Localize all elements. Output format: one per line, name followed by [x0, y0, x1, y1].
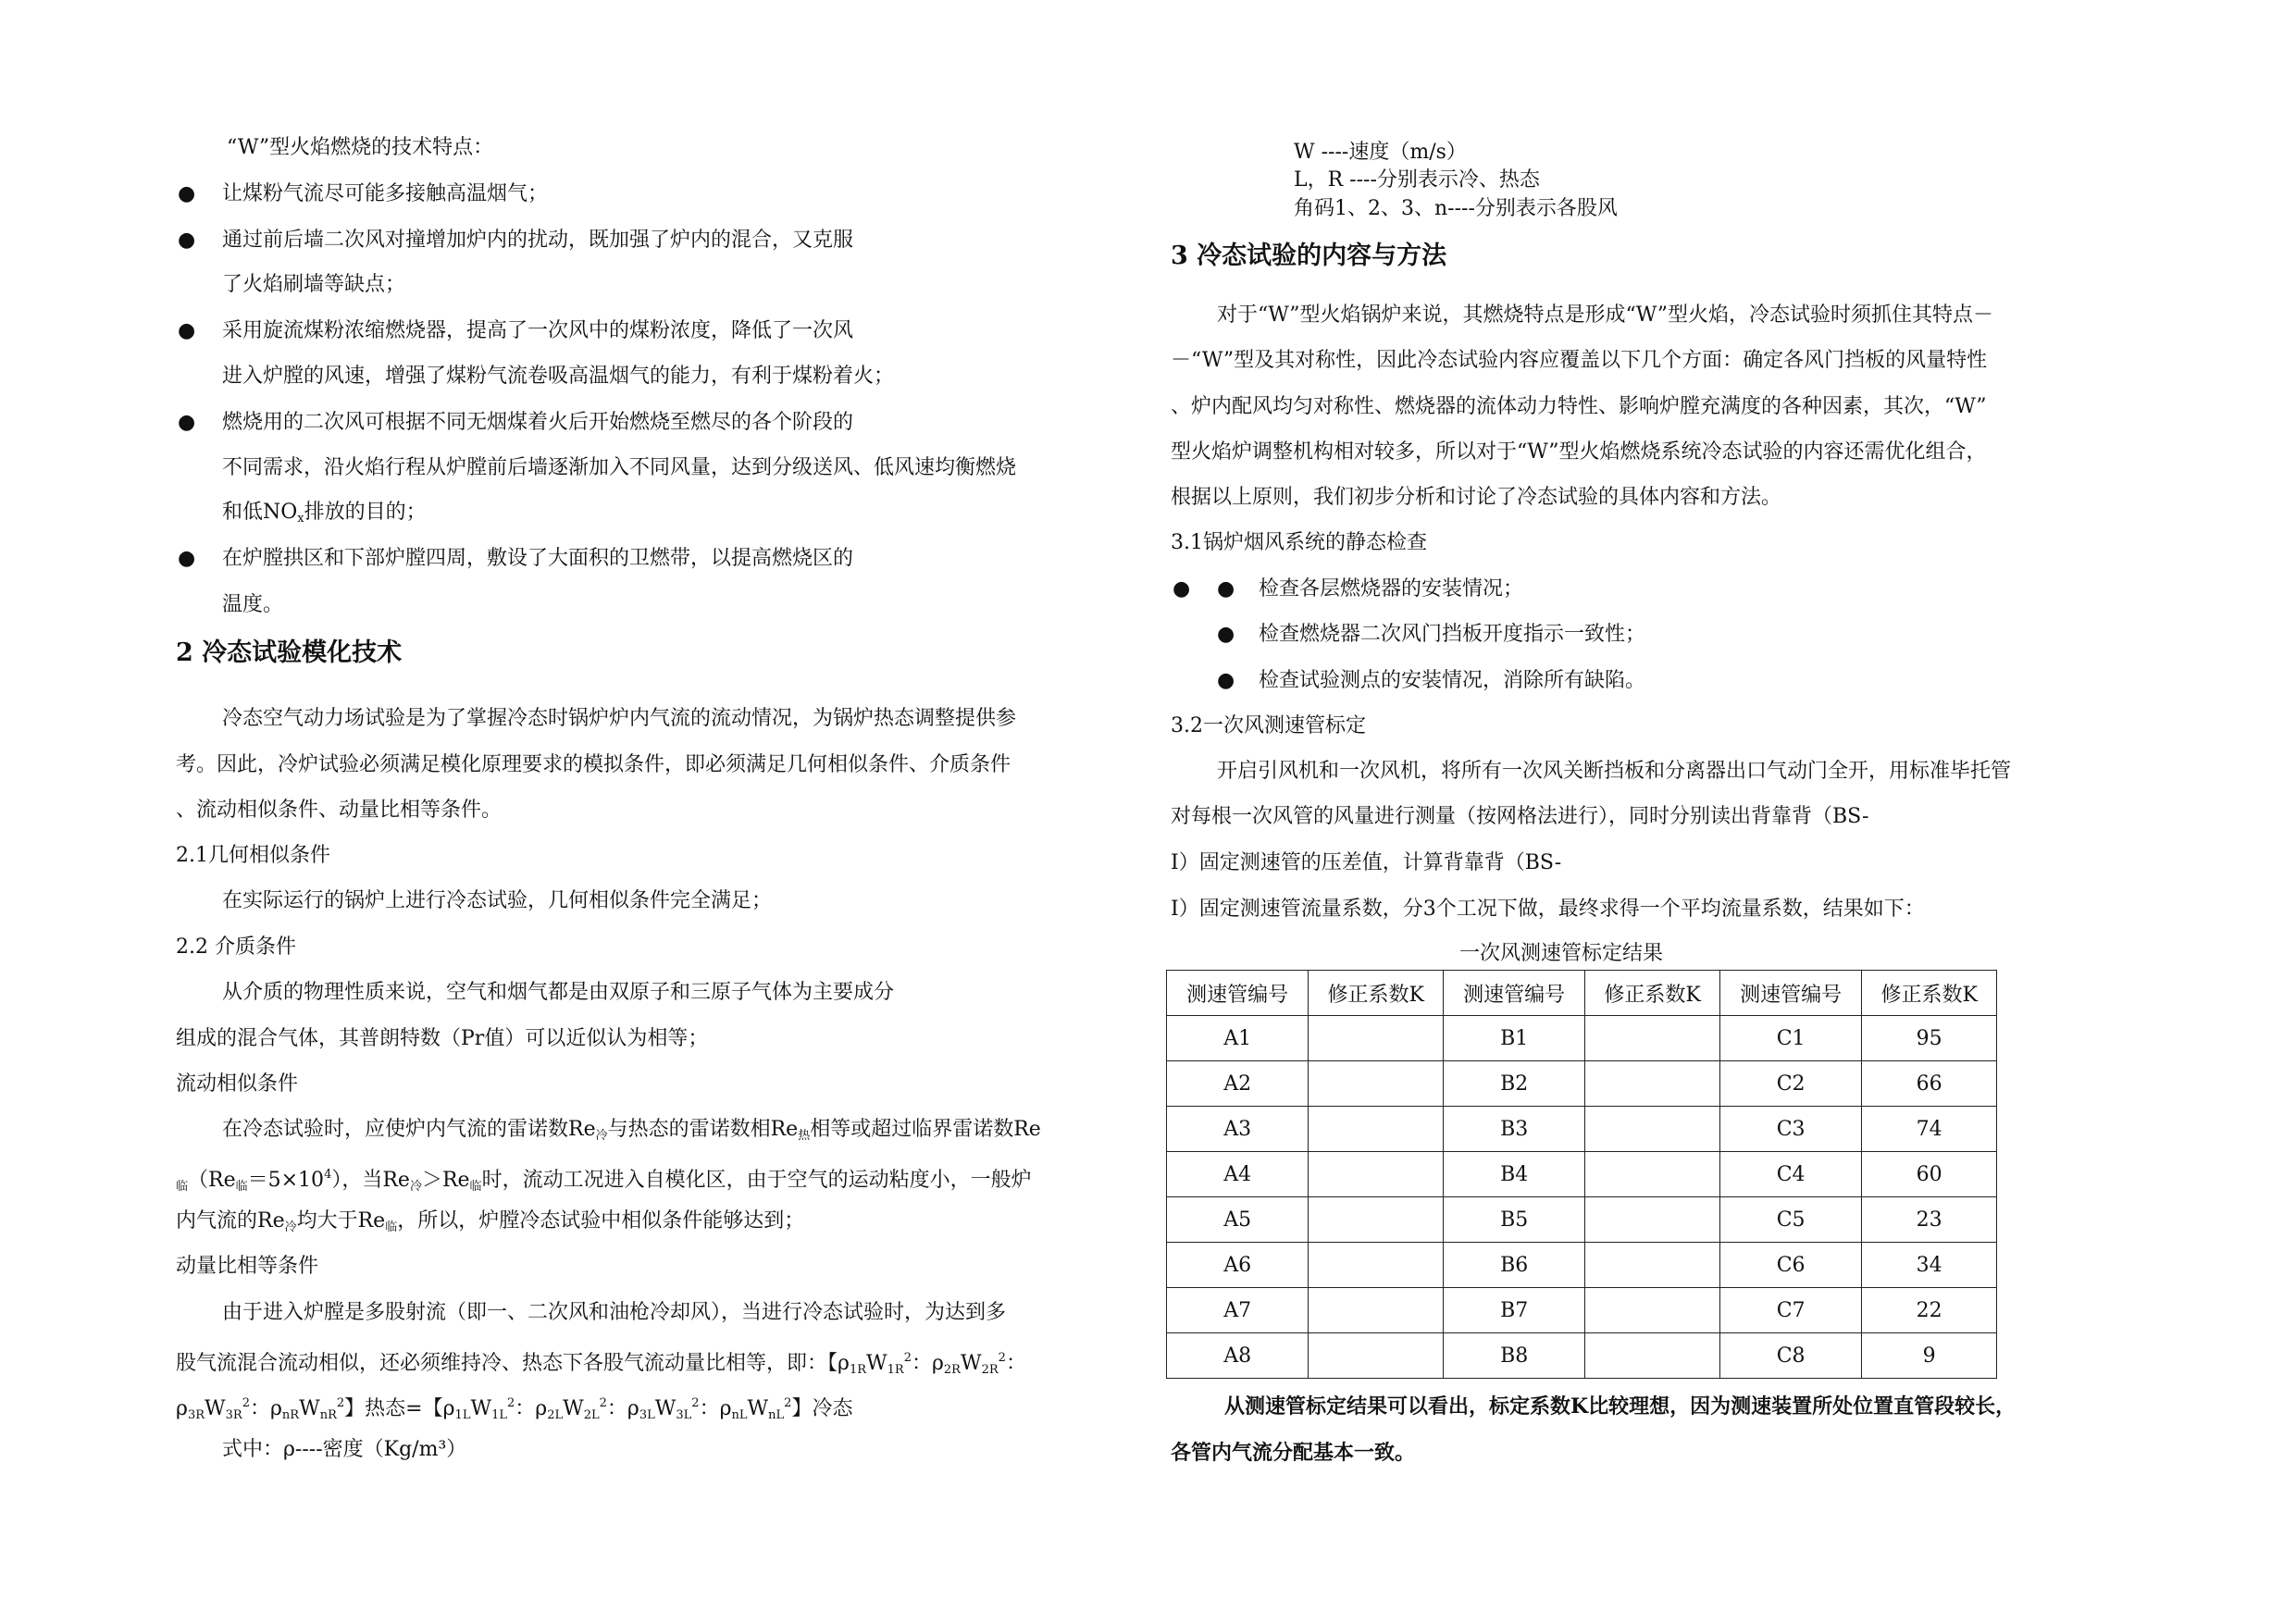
table-cell [1309, 1333, 1444, 1379]
table-cell [1585, 1152, 1720, 1197]
table-cell: B6 [1443, 1243, 1584, 1288]
table-cell [1585, 1061, 1720, 1107]
table-cell [1585, 1016, 1720, 1061]
table-header-row [1167, 971, 1997, 1016]
conclusion-line-1: 从测速管标定结果可以看出，标定系数K比较理想，因为测速装置所处位置直管段较长， [1224, 1394, 2017, 1419]
index-def: 角码1、2、3、n----分别表示各股风 [1294, 197, 1618, 220]
table-cell [1309, 1107, 1444, 1152]
table-cell [1585, 1288, 1720, 1333]
table-cell: A7 [1167, 1288, 1309, 1333]
check-item-3: ● 检查试验测点的安装情况，消除所有缺陷。 [1217, 669, 1646, 692]
momentum-formula-1: 股气流混合流动相似，还必须维持冷、热态下各股气流动量比相等，即：【$\rho_{1R}W_{1R}^2$：$\rho_{2R}W_{2R}^2$： [176, 1351, 1026, 1377]
header-cell: 修正系数K [1585, 971, 1720, 1016]
para-line: 、流动相似条件、动量比相等条件。 [176, 799, 503, 822]
header-cell: 修正系数K [1309, 971, 1444, 1016]
table-cell [1585, 1107, 1720, 1152]
table-cell: C5 [1719, 1197, 1861, 1243]
table-row [1167, 1061, 1997, 1107]
table-row [1167, 1197, 1997, 1243]
header-cell: 修正系数K [1862, 971, 1997, 1016]
table-cell [1309, 1243, 1444, 1288]
table-cell: 66 [1862, 1061, 1997, 1107]
subsection-3-2: 3.2一次风测速管标定 [1171, 714, 1366, 737]
section-3-heading: 3 冷态试验的内容与方法 [1171, 242, 1447, 270]
table-row [1167, 1016, 1997, 1061]
table-cell [1585, 1243, 1720, 1288]
table-cell: A5 [1167, 1197, 1309, 1243]
para-line: 冷态空气动力场试验是为了掌握冷态时锅炉炉内气流的流动情况，为锅炉热态调整提供参 [222, 707, 1017, 730]
table-cell: C7 [1719, 1288, 1861, 1333]
header-cell: 测速管编号 [1443, 971, 1584, 1016]
table-cell [1309, 1152, 1444, 1197]
table-cell: 23 [1862, 1197, 1997, 1243]
check-item-2: ● 检查燃烧器二次风门挡板开度指示一致性； [1217, 623, 1646, 646]
para-line: 对于“W”型火焰锅炉来说，其燃烧特点是形成“W”型火焰，冷态试验时须抓住其特点－ [1217, 304, 1994, 327]
bullet-4-cont2: 和低$NO_x$排放的目的； [222, 501, 427, 526]
para-line: 对每根一次风管的风量进行测量（按网格法进行），同时分别读出背靠背（BS- [1171, 805, 1869, 828]
table-cell: 60 [1862, 1152, 1997, 1197]
para-line: 型火焰炉调整机构相对较多，所以对于“W”型火焰燃烧系统冷态试验的内容还需优化组合， [1171, 440, 1987, 464]
subsection-momentum: 动量比相等条件 [176, 1255, 319, 1278]
bullet-3: ● 采用旋流煤粉浓缩燃烧器，提高了一次风中的煤粉浓度，降低了一次风 [176, 317, 853, 345]
calibration-table [1166, 970, 1997, 1379]
para-line: 组成的混合气体，其普朗特数（Pr值）可以近似认为相等； [176, 1027, 709, 1050]
table-cell: C1 [1719, 1016, 1861, 1061]
para-line: 开启引风机和一次风机，将所有一次风关断挡板和分离器出口气动门全开，用标准毕托管 [1217, 760, 2012, 783]
para-line: 在实际运行的锅炉上进行冷态试验，几何相似条件完全满足； [222, 889, 773, 912]
para-line: 根据以上原则，我们初步分析和讨论了冷态试验的具体内容和方法。 [1171, 486, 1782, 509]
table-cell: B2 [1443, 1061, 1584, 1107]
table-cell: C3 [1719, 1107, 1861, 1152]
table-cell [1309, 1061, 1444, 1107]
table-cell [1585, 1333, 1720, 1379]
para-line: 从介质的物理性质来说，空气和烟气都是由双原子和三原子气体为主要成分 [222, 981, 895, 1004]
bullet-2: ● 通过前后墙二次风对撞增加炉内的扰动，既加强了炉内的混合，又克服 [176, 227, 853, 254]
bullet-4-cont: 不同需求，沿火焰行程从炉膛前后墙逐渐加入不同风量，达到分级送风、低风速均衡燃烧 [222, 456, 1017, 479]
table-cell: B8 [1443, 1333, 1584, 1379]
table-cell: 34 [1862, 1243, 1997, 1288]
bullet-4: ● 燃烧用的二次风可根据不同无烟煤着火后开始燃烧至燃尽的各个阶段的 [176, 409, 853, 437]
bullet-5-cont: 温度。 [222, 593, 284, 616]
para-line: 、炉内配风均匀对称性、燃烧器的流体动力特性、影响炉膛充满度的各种因素，其次，“W” [1171, 395, 1987, 418]
table-cell: A4 [1167, 1152, 1309, 1197]
para-line: －“W”型及其对称性，因此冷态试验内容应覆盖以下几个方面：确定各风门挡板的风量特性 [1171, 349, 1988, 372]
velocity-def: W ----速度（m/s） [1294, 141, 1467, 164]
table-cell: C8 [1719, 1333, 1861, 1379]
table-row [1167, 1243, 1997, 1288]
table-row [1167, 1107, 1997, 1152]
header-cell: 测速管编号 [1719, 971, 1861, 1016]
formula-line-1: 在冷态试验时，应使炉内气流的雷诺数$Re_冷$与热态的雷诺数相$Re_热$相等或超过临界雷诺数Re [222, 1118, 1041, 1143]
subsection-flow-similarity: 流动相似条件 [176, 1072, 299, 1096]
table-cell: A1 [1167, 1016, 1309, 1061]
table-cell [1309, 1288, 1444, 1333]
feature-heading: “W”型火焰燃烧的技术特点： [227, 136, 494, 159]
table-cell: C4 [1719, 1152, 1861, 1197]
para-line: I）固定测速管的压差值，计算背靠背（BS- [1171, 851, 1562, 874]
table-cell: 22 [1862, 1288, 1997, 1333]
para-line: I）固定测速管流量系数，分3个工况下做，最终求得一个平均流量系数，结果如下： [1171, 898, 1925, 921]
table-cell: A3 [1167, 1107, 1309, 1152]
subsection-2-1: 2.1几何相似条件 [176, 844, 330, 867]
table-cell: A8 [1167, 1333, 1309, 1379]
table-cell: B3 [1443, 1107, 1584, 1152]
table-cell: A6 [1167, 1243, 1309, 1288]
conclusion-line-2: 各管内气流分配基本一致。 [1171, 1441, 1416, 1465]
section-2-heading: 2 冷态试验模化技术 [176, 638, 403, 667]
table-cell: B4 [1443, 1152, 1584, 1197]
subsection-3-1: 3.1锅炉烟风系统的静态检查 [1171, 531, 1427, 554]
lr-def: L，R ----分别表示冷、热态 [1294, 168, 1540, 192]
table-cell: 74 [1862, 1107, 1997, 1152]
bullet-1: ● 让煤粉气流尽可能多接触高温烟气； [176, 180, 548, 208]
table-cell: B7 [1443, 1288, 1584, 1333]
table-cell: 9 [1862, 1333, 1997, 1379]
table-cell: C2 [1719, 1061, 1861, 1107]
table-row [1167, 1288, 1997, 1333]
density-def: 式中：ρ----密度（Kg/m³） [222, 1438, 467, 1461]
subsection-2-2: 2.2 介质条件 [176, 935, 296, 959]
check-item-1: ● ● 检查各层燃烧器的安装情况； [1171, 576, 1523, 603]
table-cell [1309, 1016, 1444, 1061]
bullet-2-cont: 了火焰刷墙等缺点； [222, 273, 406, 296]
table-cell: B1 [1443, 1016, 1584, 1061]
formula-line-2: $_临(Re_临=5\times 10^4)$，当$Re_冷>Re_临$时，流动工况进入自模化区，由于空气的运动粘度小，一般炉 [176, 1168, 1032, 1194]
table-row [1167, 1152, 1997, 1197]
bullet-5: ● 在炉膛拱区和下部炉膛四周，敷设了大面积的卫燃带，以提高燃烧区的 [176, 545, 853, 573]
table-row [1167, 1333, 1997, 1379]
header-cell: 测速管编号 [1167, 971, 1309, 1016]
table-caption: 一次风测速管标定结果 [1459, 942, 1664, 965]
formula-line-3: 内气流的$Re_冷$均大于$Re_临$，所以，炉膛冷态试验中相似条件能够达到； [176, 1209, 805, 1234]
table-cell [1309, 1197, 1444, 1243]
para-line: 考。因此，冷炉试验必须满足模化原理要求的模拟条件，即必须满足几何相似条件、介质条件 [176, 753, 1011, 776]
bullet-3-cont: 进入炉膛的风速，增强了煤粉气流卷吸高温烟气的能力，有利于煤粉着火； [222, 365, 895, 388]
table-cell: A2 [1167, 1061, 1309, 1107]
table-cell [1585, 1197, 1720, 1243]
table-cell: B5 [1443, 1197, 1584, 1243]
para-line: 由于进入炉膛是多股射流（即一、二次风和油枪冷却风），当进行冷态试验时，为达到多 [222, 1301, 1007, 1324]
table-cell: C6 [1719, 1243, 1861, 1288]
table-cell: 95 [1862, 1016, 1997, 1061]
momentum-formula-2: $\rho_{3R}W_{3R}^2$：$\rho_{nR}W_{nR}^2$】热态=【$\rho_{1L}W_{1L}^2$：$\rho_{2L}W_{2L}^2$：$\rho_{3L}W_{3L}^2$：$\rho_{nL}W_{nL}^2$】冷态 [176, 1396, 853, 1422]
